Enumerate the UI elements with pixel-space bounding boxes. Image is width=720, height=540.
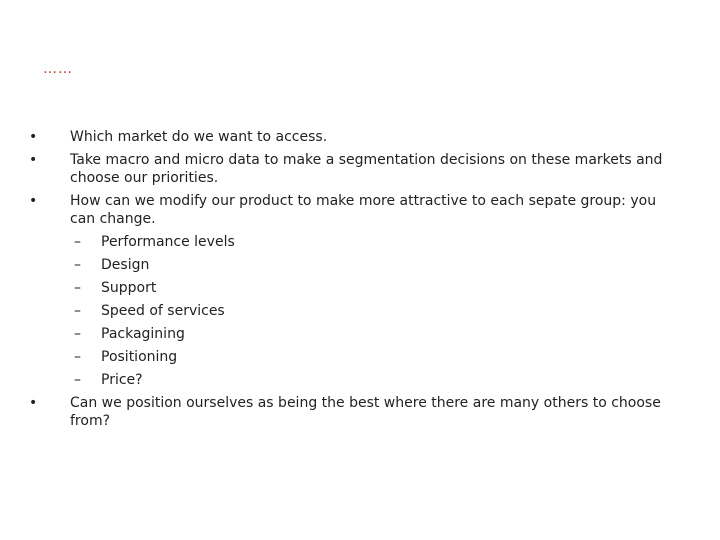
bullet-row xyxy=(0,151,720,187)
sub-bullet-list xyxy=(0,233,720,389)
bullet-row xyxy=(0,128,720,146)
dash-icon: – xyxy=(74,303,81,319)
sub-bullet-item xyxy=(0,371,720,389)
bullet-row xyxy=(0,394,720,430)
sub-bullet-text: Price? xyxy=(101,372,143,388)
bullet-dot-icon: • xyxy=(29,129,38,145)
sub-bullet-item xyxy=(0,302,720,320)
sub-bullet-text: Speed of services xyxy=(101,303,225,319)
dash-icon: – xyxy=(74,257,81,273)
bullet-dot-icon: • xyxy=(29,152,38,168)
sub-bullet-text: Packagining xyxy=(101,326,185,342)
sub-bullet-item xyxy=(0,256,720,274)
bullet-text: Which market do we want to access. xyxy=(70,129,328,145)
sub-bullet-text: Performance levels xyxy=(101,234,235,250)
bullet-text: Take macro and micro data to make a segmentation decisions on these markets and choose our priorities. xyxy=(70,152,663,186)
bullet-item xyxy=(0,128,720,146)
dash-icon: – xyxy=(74,372,81,388)
sub-bullet-text: Positioning xyxy=(101,349,178,365)
bullet-text: How can we modify our product to make more attractive to each sepate group: you can change. xyxy=(70,193,657,227)
sub-bullet-item xyxy=(0,279,720,297)
dash-icon: – xyxy=(74,326,81,342)
bullet-text: Can we position ourselves as being the best where there are many others to choose from? xyxy=(70,395,661,429)
sub-bullet-item xyxy=(0,348,720,366)
slide-body xyxy=(0,128,720,435)
bullet-item xyxy=(0,394,720,430)
sub-bullet-text: Design xyxy=(101,257,150,273)
bullet-item xyxy=(0,151,720,187)
dash-icon: – xyxy=(74,280,81,296)
bullet-item xyxy=(0,192,720,389)
bullet-dot-icon: • xyxy=(29,395,38,411)
dash-icon: – xyxy=(74,234,81,250)
slide-title: …… xyxy=(43,61,73,77)
bullet-row xyxy=(0,192,720,228)
bullet-list xyxy=(0,128,720,430)
bullet-dot-icon: • xyxy=(29,193,38,209)
dash-icon: – xyxy=(74,349,81,365)
sub-bullet-item xyxy=(0,233,720,251)
sub-bullet-text: Support xyxy=(101,280,157,296)
sub-bullet-item xyxy=(0,325,720,343)
